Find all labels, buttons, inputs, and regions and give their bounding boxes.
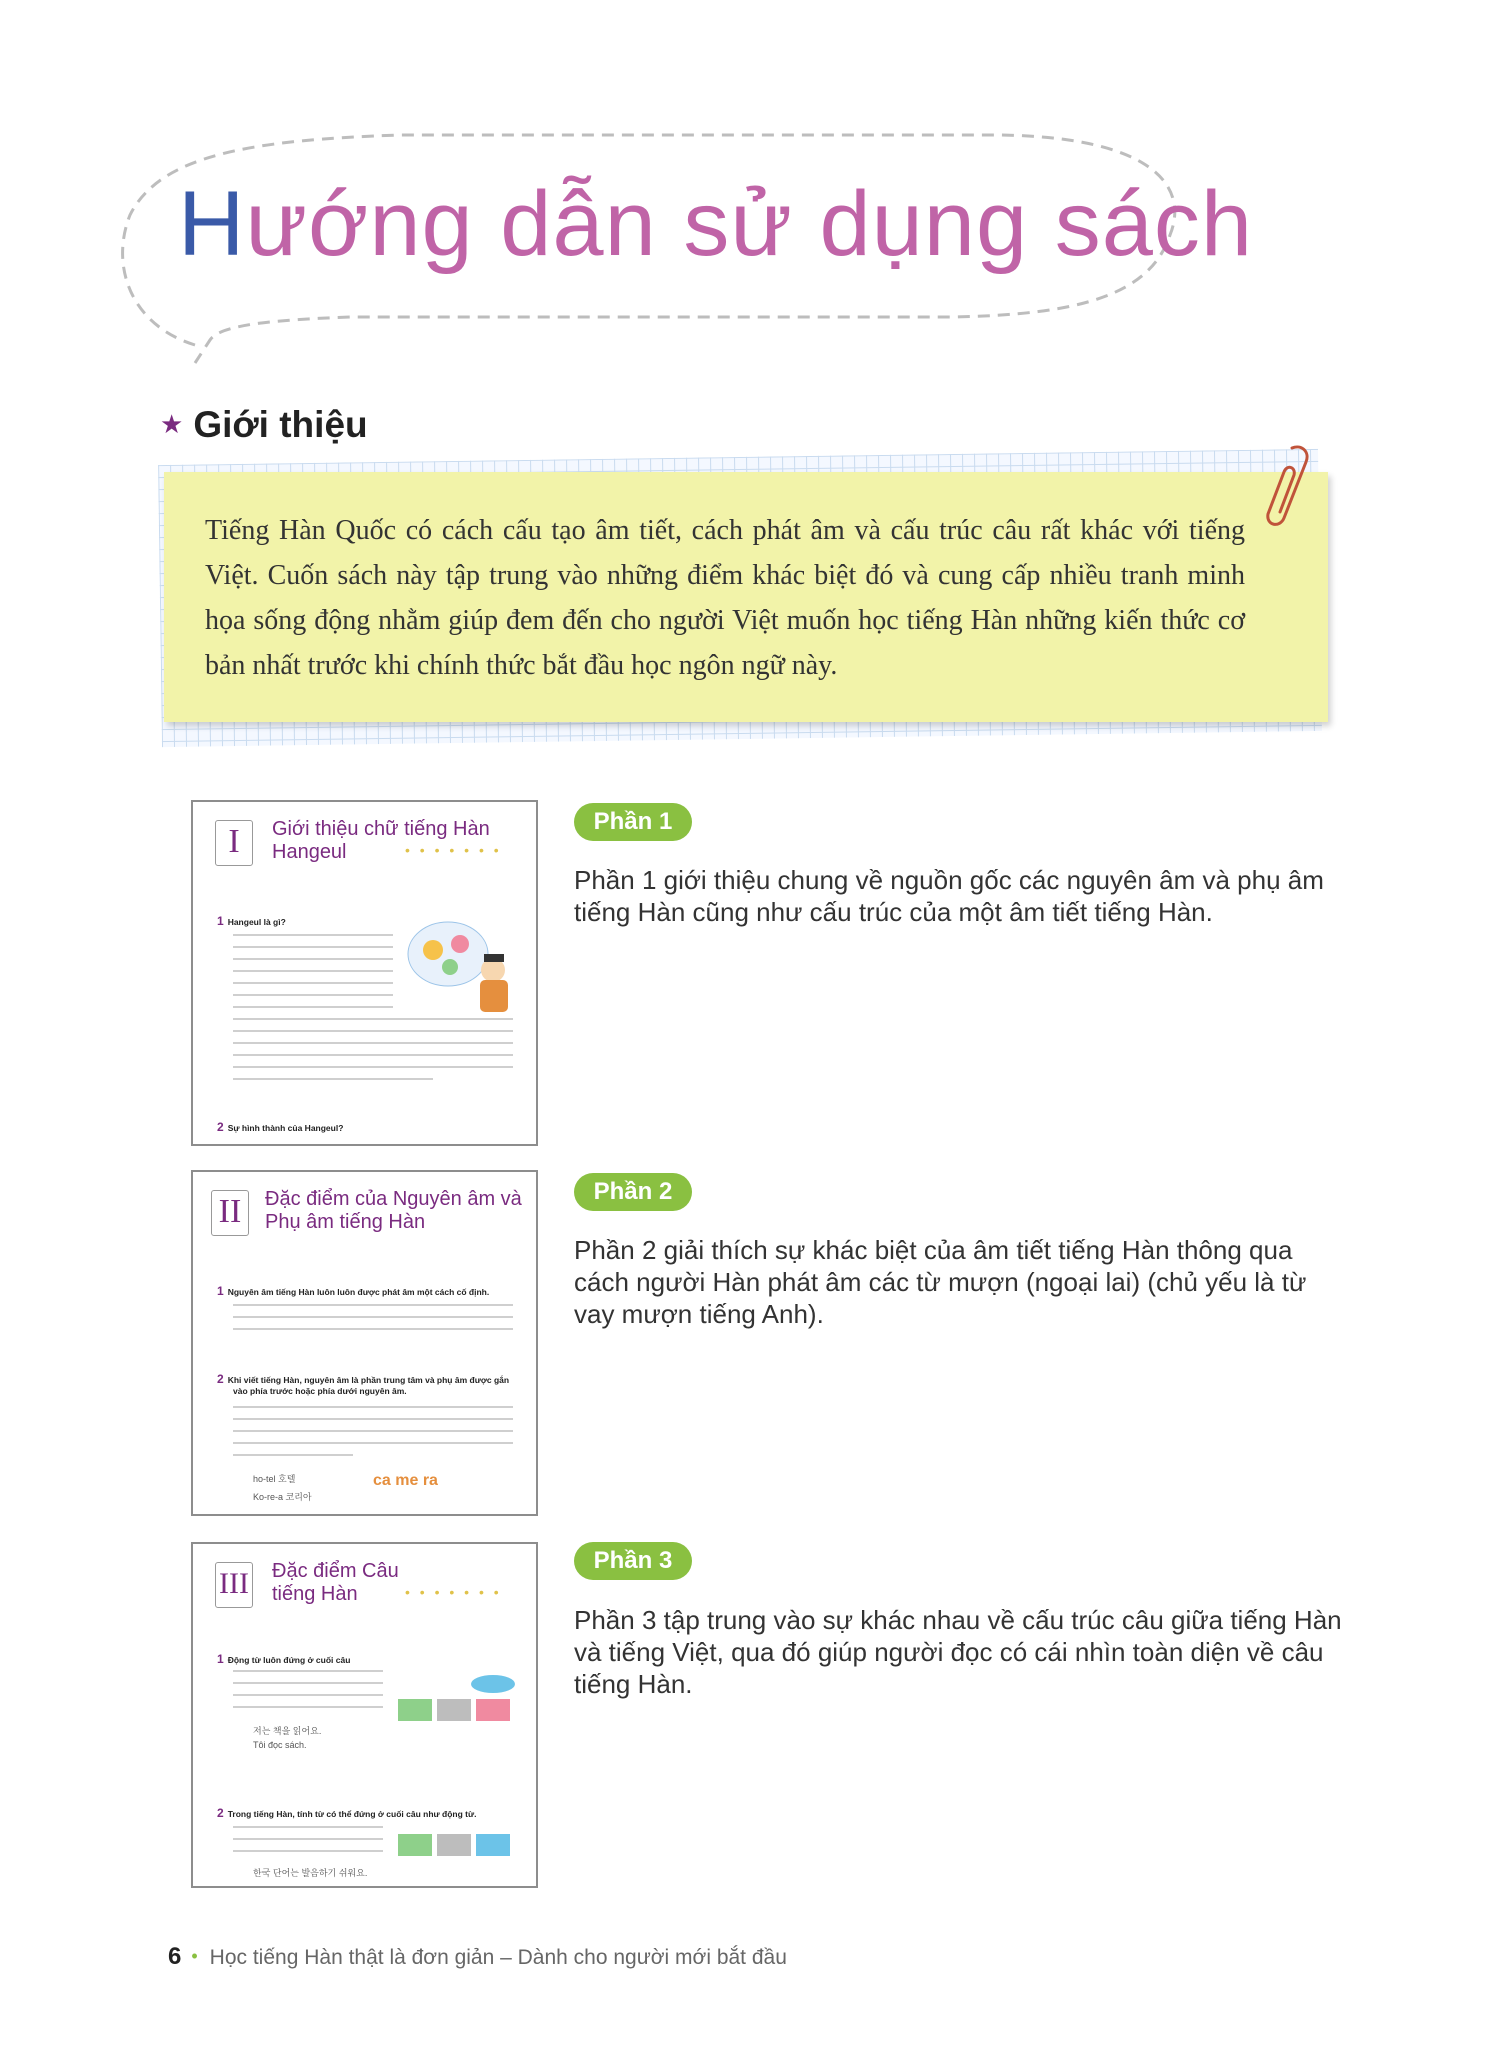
thumb-title-line2: Phụ âm tiếng Hàn: [265, 1211, 426, 1233]
thumb-title: [272, 1560, 399, 1606]
thumb-dots: • • • • • • •: [405, 1584, 502, 1600]
text-line: [233, 1030, 513, 1032]
thumb-item-2: 2 Trong tiếng Hàn, tính từ có thể đứng ở cuối câu như động từ.: [217, 1806, 477, 1820]
text-line: [233, 1328, 513, 1330]
section-label-1: Phần 1: [574, 803, 692, 841]
page-number: 6: [168, 1943, 182, 1970]
example-1: 저는 책을 읽어요.: [253, 1726, 322, 1736]
text-line: [233, 1838, 383, 1840]
thumb-dots: • • • • • • •: [405, 842, 502, 858]
text-line: [233, 1826, 383, 1828]
example-1: ho-tel 호텔: [253, 1474, 296, 1484]
text-line: [233, 934, 393, 936]
section-description-3: Phần 3 tập trung vào sự khác nhau về cấu trúc câu giữa tiếng Hàn và tiếng Việt, qua đó giúp người đọc có cái nhìn toàn diện về câu tiếng Hàn.: [574, 1605, 1342, 1699]
section-label-3: Phần 3: [574, 1542, 692, 1580]
thumb-item-1: 1 Nguyên âm tiếng Hàn luôn luôn được phát âm một cách cố định.: [217, 1284, 490, 1298]
text-line: [233, 958, 393, 960]
thumb-numeral: I: [215, 820, 253, 866]
text-line: [233, 1304, 513, 1306]
example-3: 한국 단어는 발음하기 쉬워요.: [253, 1868, 368, 1878]
section-thumbnail-3: [191, 1542, 538, 1888]
thumb-item-1: 1 Hangeul là gì?: [217, 914, 286, 928]
text-line: [233, 1706, 383, 1708]
page-title-first-letter: H: [178, 173, 246, 275]
text-line: [233, 1406, 513, 1408]
thumb-title-line1: Đặc điểm Câu: [272, 1560, 399, 1582]
section-thumbnail-2: [191, 1170, 538, 1516]
text-line: [233, 1682, 383, 1684]
section-thumbnail-1: [191, 800, 538, 1146]
thumb-title-line1: Đặc điểm của Nguyên âm và: [265, 1188, 522, 1210]
thumb-item-1: 1 Động từ luôn đứng ở cuối câu: [217, 1652, 351, 1666]
text-line: [233, 970, 393, 972]
thumb-item-2b: vào phía trước hoặc phía dưới nguyên âm.: [233, 1386, 407, 1396]
text-line: [233, 1054, 513, 1056]
text-line: [233, 1418, 513, 1420]
thumb-item-2: 2 Sự hình thành của Hangeul?: [217, 1120, 344, 1134]
text-line: [233, 1454, 353, 1456]
section-description-1: Phần 1 giới thiệu chung về nguồn gốc các nguyên âm và phụ âm tiếng Hàn cũng như cấu trúc của một âm tiết tiếng Hàn.: [574, 865, 1324, 927]
thumb-item-2: 2 Khi viết tiếng Hàn, nguyên âm là phần trung tâm và phụ âm được gắn: [217, 1372, 510, 1386]
text-line: [233, 982, 393, 984]
text-line: [233, 1430, 513, 1432]
intro-heading-text: Giới thiệu: [193, 404, 368, 445]
footer-separator: •: [191, 1946, 198, 1966]
intro-body: Tiếng Hàn Quốc có cách cấu tạo âm tiết, cách phát âm và cấu trúc câu rất khác với tiếng Việt. Cuốn sách này tập trung vào những điểm khác biệt đó và cung cấp nhiều tranh minh họa sống động nhằm giúp đem đến cho người Việt muốn học tiếng Hàn những kiến thức cơ bản nhất trước khi chính thức bắt đầu học ngôn ngữ này.: [205, 515, 1245, 681]
text-line: [233, 1316, 513, 1318]
text-line: [233, 1066, 513, 1068]
thumb-title-line2: tiếng Hàn: [272, 1583, 358, 1605]
thumb-title-line2: Hangeul: [272, 841, 347, 863]
text-line: [233, 1078, 433, 1080]
page-title-rest: ướng dẫn sử dụng sách: [245, 173, 1254, 275]
star-icon: ★: [160, 409, 184, 439]
king-illustration: [398, 912, 528, 1022]
thumb-numeral: II: [211, 1190, 249, 1236]
example-2: Ko-re-a 코리아: [253, 1492, 312, 1502]
page-footer: [168, 1943, 787, 1971]
text-line: [233, 1006, 393, 1008]
text-line: [233, 1042, 513, 1044]
thumb-title-line1: Giới thiệu chữ tiếng Hàn: [272, 818, 490, 840]
train-illustration-2: [393, 1824, 523, 1864]
section-label-2: Phần 2: [574, 1173, 692, 1211]
text-line: [233, 946, 393, 948]
text-line: [233, 1442, 513, 1444]
book-title: Học tiếng Hàn thật là đơn giản – Dành cho người mới bắt đầu: [209, 1946, 787, 1969]
paperclip-icon: [1254, 442, 1314, 532]
section-description-2: Phần 2 giải thích sự khác biệt của âm tiết tiếng Hàn thông qua cách người Hàn phát âm các từ mượn (ngoại lai) (chủ yếu là từ vay mượn tiếng Anh).: [574, 1235, 1307, 1329]
intro-heading: [160, 404, 368, 446]
text-line: [233, 994, 393, 996]
text-line: [233, 1850, 383, 1852]
thumb-numeral: III: [215, 1562, 253, 1608]
text-line: [233, 1670, 383, 1672]
camera-word-art: ca me ra: [373, 1472, 438, 1489]
thumb-title: [265, 1188, 522, 1234]
example-2: Tôi đọc sách.: [253, 1740, 307, 1750]
page-title: [178, 172, 1253, 277]
train-illustration-1: [393, 1674, 523, 1734]
text-line: [233, 1694, 383, 1696]
